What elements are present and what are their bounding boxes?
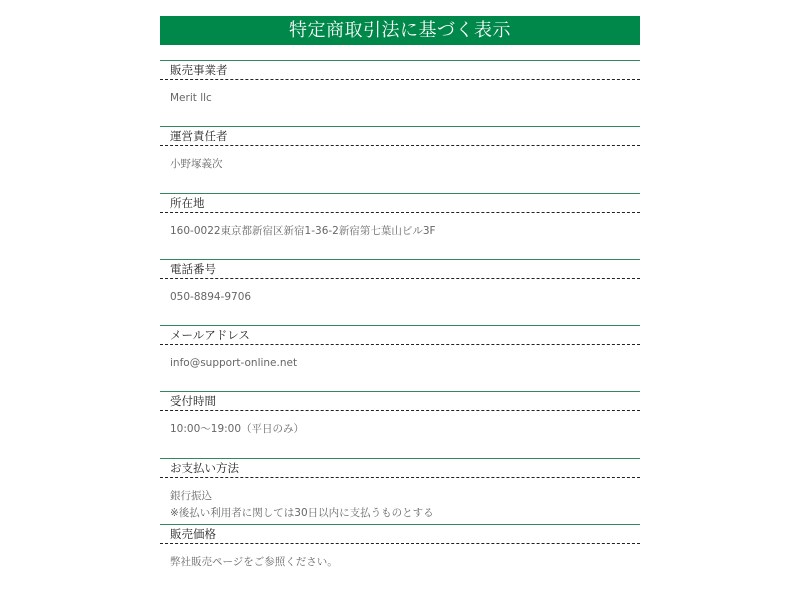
section-heading: 受付時間: [160, 391, 640, 411]
section-heading: 電話番号: [160, 259, 640, 279]
section-phone: [160, 259, 640, 325]
value-line: info@support-online.net: [170, 357, 298, 370]
section-heading: 販売事業者: [160, 60, 640, 80]
value-line: 小野塚義次: [170, 158, 223, 171]
section-manager: [160, 126, 640, 192]
section-seller: [160, 60, 640, 126]
section-value: [170, 421, 640, 438]
section-payment: [160, 458, 640, 524]
section-hours: [160, 391, 640, 457]
section-heading: 運営責任者: [160, 126, 640, 146]
section-value: [170, 488, 640, 522]
page-title: 特定商取引法に基づく表示: [160, 16, 640, 45]
section-value: [170, 90, 640, 107]
legal-notice-page: [160, 16, 640, 590]
value-line: Merit llc: [170, 92, 212, 104]
section-heading: 販売価格: [160, 524, 640, 544]
value-line: ※後払い利用者に関しては30日以内に支払うものとする: [170, 506, 434, 519]
section-heading: メールアドレス: [160, 325, 640, 345]
value-line: 050-8894-9706: [170, 290, 252, 303]
section-price: [160, 524, 640, 590]
section-value: [170, 223, 640, 240]
section-address: [160, 193, 640, 259]
section-heading: お支払い方法: [160, 458, 640, 478]
section-value: [170, 554, 640, 571]
section-value: [170, 289, 640, 306]
section-value: [170, 355, 640, 372]
value-line: 10:00～19:00（平日のみ）: [170, 423, 305, 436]
value-line: 弊社販売ページをご参照ください。: [170, 556, 338, 569]
section-email: [160, 325, 640, 391]
section-heading: 所在地: [160, 193, 640, 213]
value-line: 160-0022東京都新宿区新宿1-36-2新宿第七葉山ビル3F: [170, 224, 436, 237]
sections-list: [160, 60, 640, 590]
value-line: 銀行振込: [170, 489, 212, 502]
section-value: [170, 156, 640, 173]
